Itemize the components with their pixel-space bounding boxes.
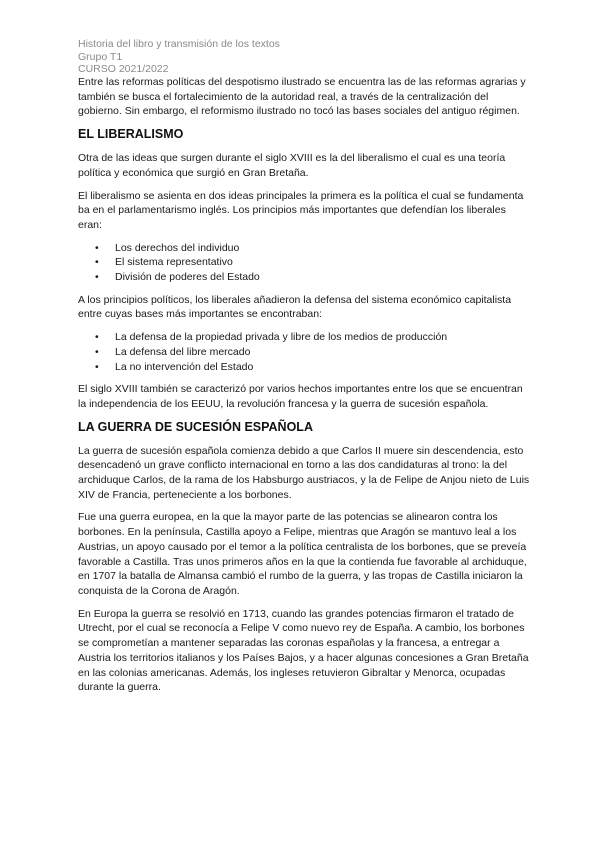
bullet-icon: • xyxy=(95,360,99,373)
paragraph: En Europa la guerra se resolvió en 1713, cuando las grandes potencias firmaron el tratado de Utrecht, por el cual se reconocía a Felipe V como nuevo rey de España. A cambio, los borbones se comprometían a mantener separadas las coronas españolas y la francesa, a entregar a Austria los territorios italianos y los Países Bajos, y a hacer algunas concesiones a Gran Bretaña en las colonias americanas. Además, los ingleses retuvieron Gibraltar y Menorca, ocupadas durante la guerra. xyxy=(78,607,529,694)
paragraph: La guerra de sucesión española comienza debido a que Carlos II muere sin descendencia, esto desencadenó un grave conflicto internacional en torno a las dos candidaturas al trono: la del archiduque Carlos, de la rama de los Habsburgo austriacos, y la de Felipe de Anjou nieto de Luis XIV de Francia, perteneciente a los borbones. xyxy=(78,444,530,501)
list-item: • La defensa del libre mercado xyxy=(95,345,251,358)
paragraph: A los principios políticos, los liberales añadieron la defensa del sistema económico capitalista entre cuyas bases más importantes se encontraban: xyxy=(78,293,512,321)
list-item: • El sistema representativo xyxy=(95,256,233,269)
list-item: • División de poderes del Estado xyxy=(95,271,260,284)
header-year: CURSO 2021/2022 xyxy=(78,63,169,75)
document-body xyxy=(78,75,530,703)
bullet-icon: • xyxy=(95,331,99,344)
section-heading-guerra-sucesion: LA GUERRA DE SUCESIÓN ESPAÑOLA xyxy=(78,419,313,434)
bullet-icon: • xyxy=(95,256,99,269)
bullet-icon: • xyxy=(95,271,99,284)
intro-paragraph: Entre las reformas políticas del despotismo ilustrado se encuentra las de las reformas agrarias y también se busca el fortalecimiento de la autoridad real, a través de la centralización del gobierno. Sin embargo, el reformismo ilustrado no tocó las bases sociales del antiguo régimen. xyxy=(78,76,526,118)
economic-principles-list xyxy=(78,330,530,374)
header-course-title: Historia del libro y transmisión de los textos xyxy=(78,38,280,50)
paragraph: El liberalismo se asienta en dos ideas principales la primera es la política el cual se fundamenta ba en el parlamentarismo inglés. Los principios más importantes que defendían los liberales eran: xyxy=(78,189,524,231)
bullet-icon: • xyxy=(95,241,99,254)
paragraph: El siglo XVIII también se caracterizó por varios hechos importantes entre los que se encuentran la independencia de los EEUU, la revolución francesa y la guerra de sucesión española. xyxy=(78,383,523,410)
paragraph: Fue una guerra europea, en la que la mayor parte de las potencias se alinearon contra los borbones. En la península, Castilla apoyo a Felipe, mientras que Aragón se mantuvo leal a los Austrias, un apoyo causado por el temor a la política centralista de los borbones, que se preveía favorable a Castilla. Tras unos primeros años en la que la contienda fue favorable al archiduque, en 1707 la batalla de Almansa cambió el rumbo de la guerra, y las tropas de Castilla iniciaron la conquista de la Corona de Aragón. xyxy=(78,511,527,597)
list-item: • Los derechos del individuo xyxy=(95,241,240,254)
page-header xyxy=(78,38,280,76)
principles-list xyxy=(78,241,530,285)
list-item: • La no intervención del Estado xyxy=(95,360,254,373)
bullet-icon: • xyxy=(95,345,99,358)
paragraph: Otra de las ideas que surgen durante el siglo XVIII es la del liberalismo el cual es una teoría política y económica que surgió en Gran Bretaña. xyxy=(78,152,506,179)
list-item: • La defensa de la propiedad privada y libre de los medios de producción xyxy=(95,331,448,344)
header-group: Grupo T1 xyxy=(78,50,123,63)
section-heading-liberalismo: EL LIBERALISMO xyxy=(78,127,184,142)
